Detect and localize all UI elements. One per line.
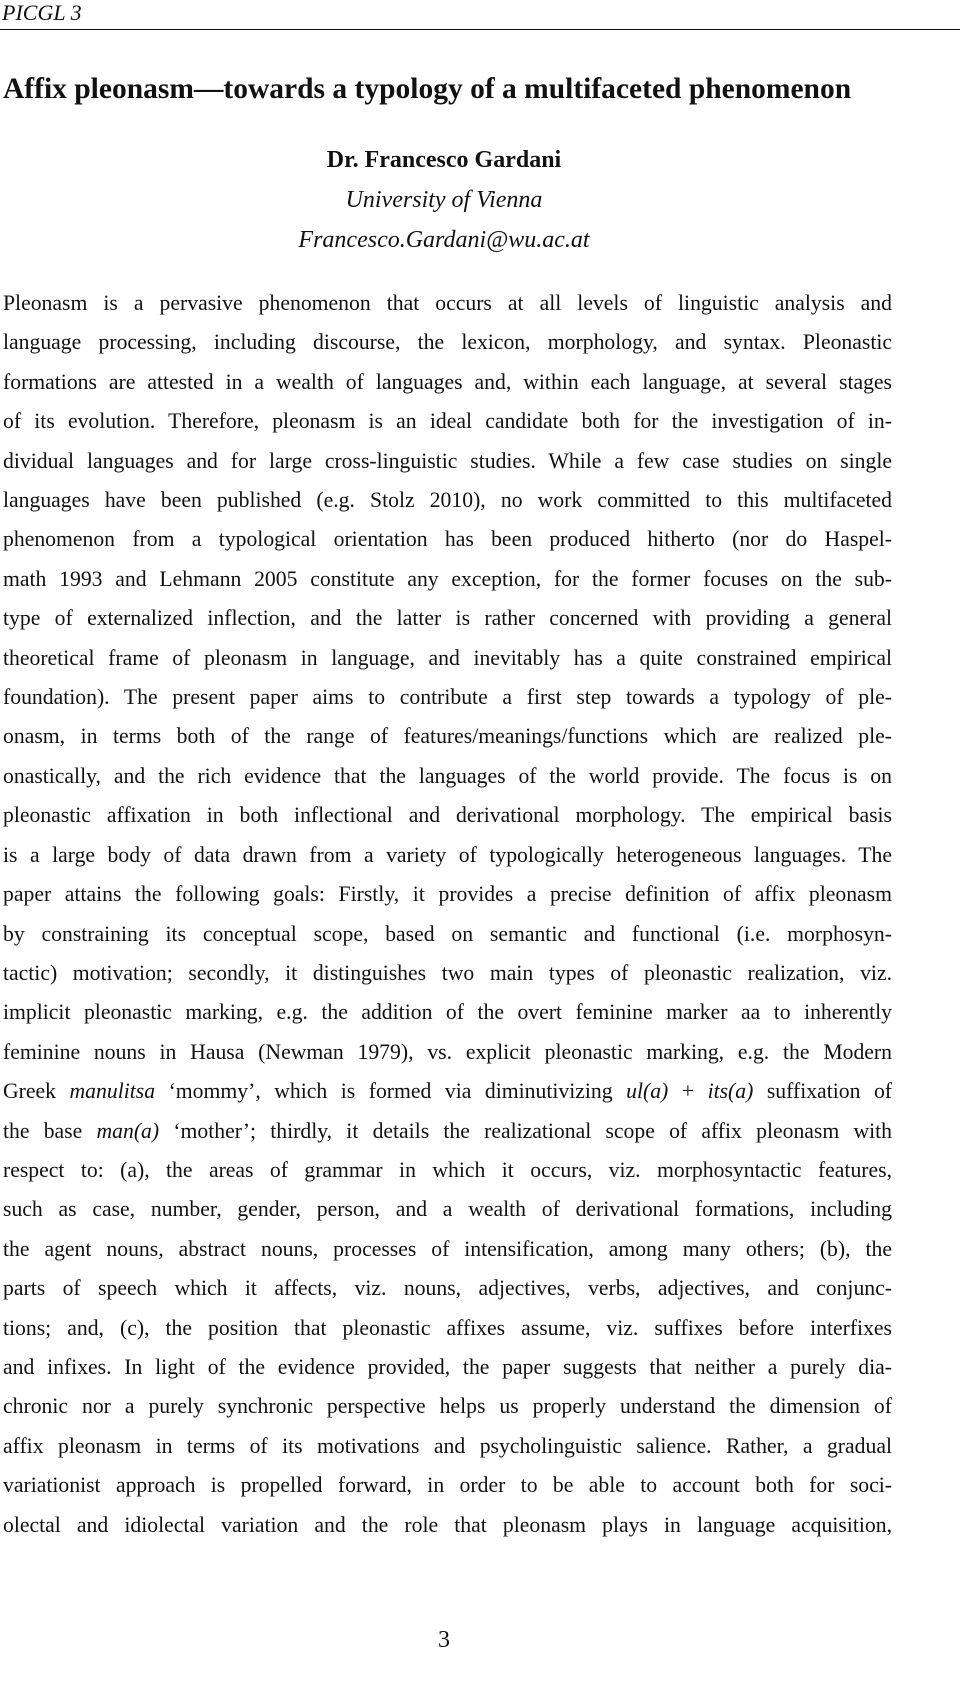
abstract-line: respect to: (a), the areas of grammar in which it occurs, viz. morphosyntactic features, — [3, 1157, 892, 1182]
abstract-line: foundation). The present paper aims to contribute a first step towards a typology of ple- — [3, 685, 892, 710]
abstract-line: languages have been published (e.g. Stolz 2010), no work committed to this multifaceted — [3, 488, 892, 513]
abstract-line: affix pleonasm in terms of its motivations and psycholinguistic salience. Rather, a gradual — [3, 1433, 892, 1458]
running-header — [0, 0, 960, 34]
header-label: PICGL 3 — [2, 0, 82, 25]
abstract-line: by constraining its conceptual scope, based on semantic and functional (i.e. morphosyn- — [3, 921, 892, 946]
abstract-line: such as case, number, gender, person, and a wealth of derivational formations, including — [3, 1197, 892, 1222]
example-suffix: its(a) — [707, 1079, 754, 1104]
abstract-line: theoretical frame of pleonasm in language, and inevitably has a quite constrained empirical — [3, 645, 892, 670]
header-rule — [0, 29, 960, 30]
abstract-line: feminine nouns in Hausa (Newman 1979), vs. explicit pleonastic marking, e.g. the Modern — [3, 1039, 892, 1064]
text-run: + — [668, 1079, 708, 1104]
abstract-line: and infixes. In light of the evidence provided, the paper suggests that neither a purely dia- — [3, 1354, 892, 1379]
abstract-line: math 1993 and Lehmann 2005 constitute any exception, for the former focuses on the sub- — [3, 566, 892, 591]
abstract-line: phenomenon from a typological orientation has been produced hitherto (nor do Haspel- — [3, 527, 892, 552]
text-run: suffixation of — [753, 1079, 893, 1104]
abstract-line: formations are attested in a wealth of languages and, within each language, at several stages — [3, 369, 892, 394]
example-term: man(a) — [96, 1118, 160, 1143]
abstract-line: Pleonasm is a pervasive phenomenon that occurs at all levels of linguistic analysis and — [3, 291, 892, 315]
abstract-line: of its evolution. Therefore, pleonasm is an ideal candidate both for the investigation of in- — [3, 409, 892, 434]
author-name: Dr. Francesco Gardani — [326, 147, 562, 173]
abstract-line: variationist approach is propelled forward, in order to be able to account both for soci- — [3, 1473, 892, 1498]
paper-title: Affix pleonasm—towards a typology of a multifaceted phenomenon — [3, 73, 852, 105]
abstract-line: chronic nor a purely synchronic perspective helps us properly understand the dimension of — [3, 1394, 892, 1419]
abstract-line: language processing, including discourse, the lexicon, morphology, and syntax. Pleonastic — [3, 330, 892, 355]
abstract-line: tions; and, (c), the position that pleonastic affixes assume, viz. suffixes before interfixes — [3, 1315, 892, 1340]
text-run: ‘mommy’, which is formed via diminutivizing — [155, 1079, 627, 1104]
text-run: Greek — [3, 1079, 70, 1104]
abstract-line: dividual languages and for large cross-linguistic studies. While a few case studies on single — [3, 448, 892, 473]
text-run: ‘mother’; thirdly, it details the realizational scope of affix pleonasm with — [159, 1118, 893, 1143]
abstract-line-with-terms — [3, 1112, 892, 1151]
author-affiliation: University of Vienna — [345, 187, 543, 213]
abstract-line: implicit pleonastic marking, e.g. the addition of the overt feminine marker aa to inherently — [3, 1000, 892, 1025]
abstract-line: is a large body of data drawn from a variety of typologically heterogeneous languages. The — [3, 842, 892, 867]
abstract-line: the agent nouns, abstract nouns, processes of intensification, among many others; (b), the — [3, 1236, 892, 1261]
page-number: 3 — [438, 1627, 450, 1653]
example-suffix: ul(a) — [626, 1079, 669, 1104]
abstract-line-with-terms — [3, 1072, 892, 1111]
abstract-line: pleonastic affixation in both inflectional and derivational morphology. The empirical basis — [3, 803, 892, 828]
abstract-line: type of externalized inflection, and the latter is rather concerned with providing a general — [3, 606, 892, 631]
abstract-line: onastically, and the rich evidence that the languages of the world provide. The focus is on — [3, 763, 892, 788]
abstract-line: parts of speech which it affects, viz. nouns, adjectives, verbs, adjectives, and conjunc- — [3, 1276, 892, 1301]
abstract-line: olectal and idiolectal variation and the role that pleonasm plays in language acquisition, — [3, 1512, 892, 1537]
abstract-line: onasm, in terms both of the range of features/meanings/functions which are realized ple- — [3, 724, 892, 749]
abstract-line: paper attains the following goals: Firstly, it provides a precise definition of affix pleonasm — [3, 882, 892, 907]
abstract-body — [3, 284, 892, 1545]
abstract-line: tactic) motivation; secondly, it distinguishes two main types of pleonastic realization, viz. — [3, 960, 892, 985]
example-term: manulitsa — [69, 1079, 156, 1104]
author-email: Francesco.Gardani@wu.ac.at — [298, 227, 590, 253]
text-run: the base — [3, 1118, 97, 1143]
author-block — [0, 140, 888, 260]
